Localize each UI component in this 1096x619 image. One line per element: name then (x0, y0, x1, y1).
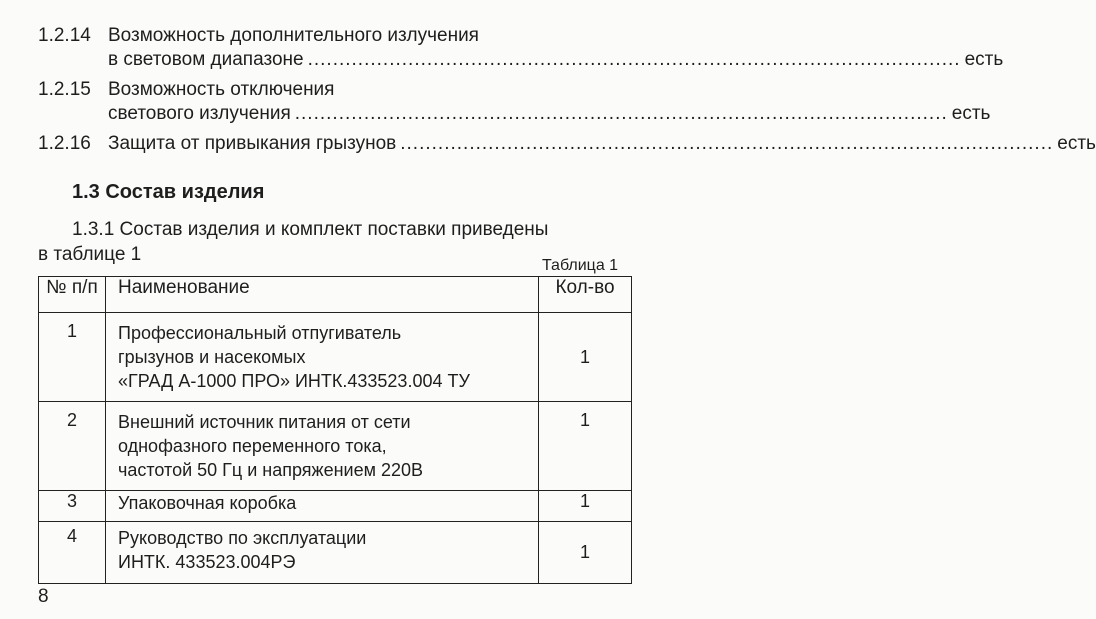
components-table (38, 276, 632, 584)
spec-value: есть (964, 49, 1004, 70)
spec-dotted-line (108, 102, 991, 126)
page-number: 8 (38, 586, 49, 607)
table-row (39, 313, 632, 402)
row-num: 2 (39, 402, 106, 491)
row-name (106, 522, 539, 584)
spec-dotted-line (108, 48, 1004, 72)
table-header-row (39, 277, 632, 313)
table-row (39, 491, 632, 522)
dot-leader: ........................................................................................................ (400, 133, 1054, 154)
table-row (39, 522, 632, 584)
spec-text: в световом диапазоне (108, 49, 304, 70)
paragraph-line: в таблице 1 (38, 244, 142, 265)
row-name-line: частотой 50 Гц и напряжением 220В (118, 460, 424, 480)
row-num: 4 (39, 522, 106, 584)
spec-text: Возможность отключения (108, 79, 335, 100)
spec-number: 1.2.14 (38, 25, 91, 46)
header-qty: Кол-во (539, 277, 632, 313)
row-name-line: Профессиональный отпугиватель (118, 323, 402, 343)
spec-value: есть (951, 103, 991, 124)
row-name (106, 313, 539, 402)
header-name: Наименование (106, 277, 539, 313)
spec-dotted-line (108, 132, 1096, 156)
row-qty: 1 (539, 491, 632, 522)
spec-text: Защита от привыкания грызунов (108, 133, 397, 154)
row-name-line: Руководство по эксплуатации (118, 528, 367, 548)
row-num: 3 (39, 491, 106, 522)
row-qty: 1 (539, 522, 632, 584)
row-name-line: Внешний источник питания от сети (118, 412, 411, 432)
table-row (39, 402, 632, 491)
paragraph-line: 1.3.1 Состав изделия и комплект поставки приведены (72, 219, 549, 240)
row-qty: 1 (539, 402, 632, 491)
dot-leader: ........................................................................................................ (307, 49, 961, 70)
row-name (106, 491, 539, 522)
spec-text: Возможность дополнительного излучения (108, 25, 479, 46)
table-label: Таблица 1 (542, 257, 619, 274)
row-name-line: ИНТК. 433523.004РЭ (118, 552, 296, 572)
row-name-line: однофазного переменного тока, (118, 436, 387, 456)
spec-text: светового излучения (108, 103, 291, 124)
row-num: 1 (39, 313, 106, 402)
section-title: 1.3 Состав изделия (72, 181, 265, 203)
row-name (106, 402, 539, 491)
spec-number: 1.2.16 (38, 133, 91, 154)
dot-leader: ........................................................................................................ (294, 103, 948, 124)
header-num: № п/п (39, 277, 106, 313)
row-name-line: грызунов и насекомых (118, 347, 306, 367)
spec-number: 1.2.15 (38, 79, 91, 100)
row-qty: 1 (539, 313, 632, 402)
row-name-line: «ГРАД А-1000 ПРО» ИНТК.433523.004 ТУ (118, 371, 470, 391)
spec-value: есть (1057, 133, 1096, 154)
row-name-line: Упаковочная коробка (118, 493, 297, 513)
